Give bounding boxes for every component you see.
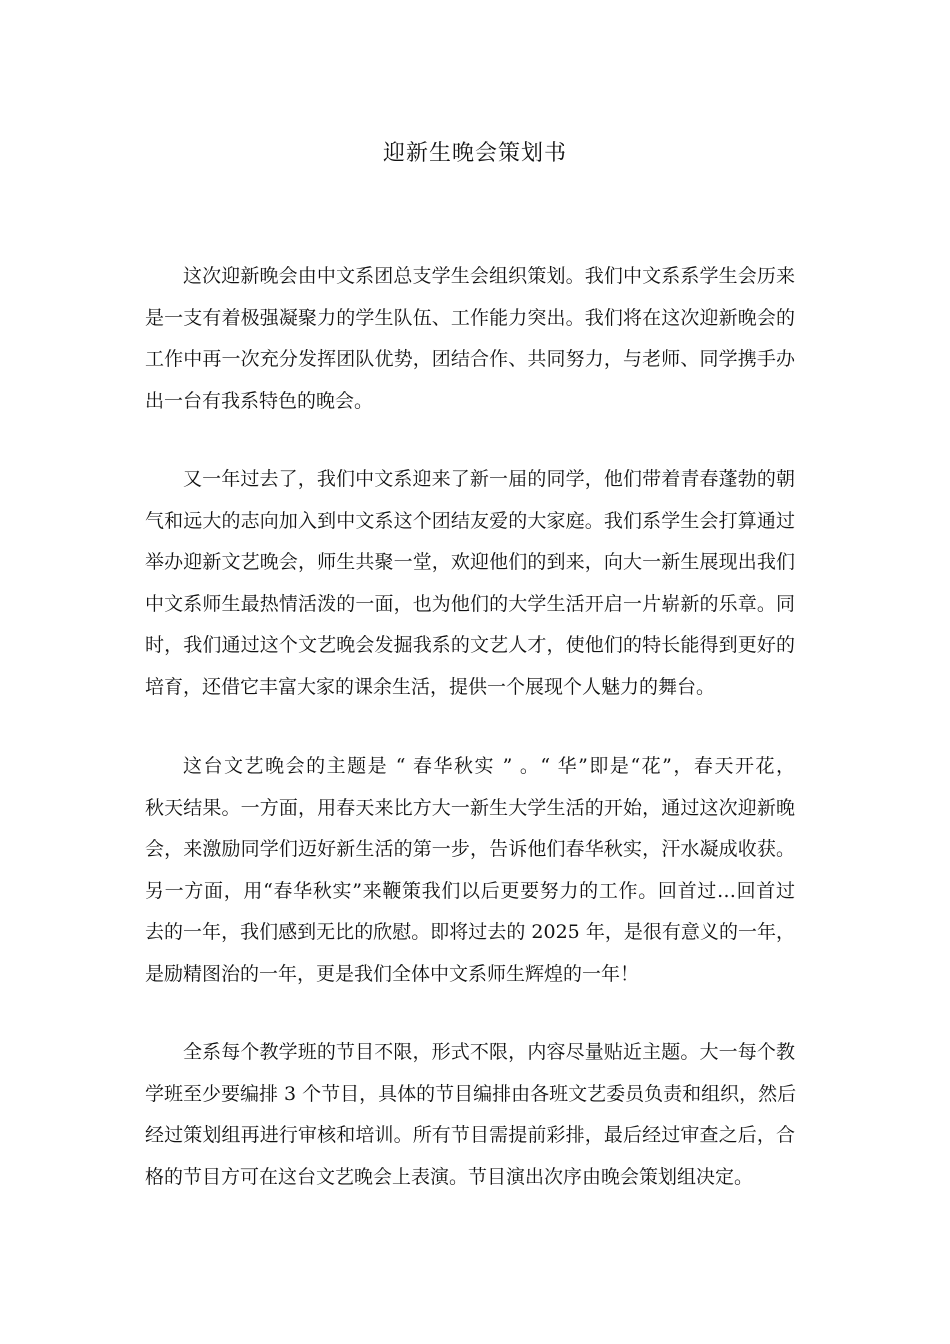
- text-line: 举办迎新文艺晚会，师生共聚一堂，欢迎他们的到来，向大一新生展现出我们: [145, 551, 795, 573]
- text-line: 去的一年，我们感到无比的欣慰。即将过去的 2025 年，是很有意义的一年，: [145, 921, 795, 943]
- text-line: 学班至少要编排 3 个节目，具体的节目编排由各班文艺委员负责和组织，然后: [145, 1082, 797, 1105]
- text-line: 另一方面，用“春华秋实”来鞭策我们以后更要努力的工作。回首过…回首过: [145, 879, 795, 902]
- text-line: 格的节目方可在这台文艺晚会上表演。节目演出次序由晚会策划组决定。: [145, 1165, 754, 1188]
- paragraph-purpose: [145, 459, 795, 708]
- paragraph-theme: [145, 746, 795, 995]
- text-line: 气和远大的志向加入到中文系这个团结友爱的大家庭。我们系学生会打算通过: [145, 509, 795, 532]
- text-line: 全系每个教学班的节目不限，形式不限，内容尽量贴近主题。大一每个教: [183, 1041, 795, 1063]
- text-line: 是励精图治的一年，更是我们全体中文系师生辉煌的一年！: [145, 962, 640, 985]
- paragraph-organizer: [145, 256, 795, 422]
- text-line: 又一年过去了，我们中文系迎来了新一届的同学，他们带着青春蓬勃的朝: [183, 468, 795, 490]
- text-line: 工作中再一次充分发挥团队优势，团结合作、共同努力，与老师、同学携手办: [145, 348, 795, 370]
- text-line: 会，来激励同学们迈好新生活的第一步，告诉他们春华秋实，汗水凝成收获。: [145, 838, 795, 860]
- document-title: 迎新生晚会策划书: [382, 141, 567, 166]
- text-line: 出一台有我系特色的晚会。: [145, 389, 374, 412]
- paragraph-programs: [145, 1032, 795, 1198]
- text-line: 这次迎新晚会由中文系团总支学生会组织策划。我们中文系系学生会历来: [183, 265, 795, 287]
- text-line: 中文系师生最热情活泼的一面，也为他们的大学生活开启一片崭新的乐章。同: [145, 592, 795, 615]
- text-line: 时，我们通过这个文艺晚会发掘我系的文艺人才，使他们的特长能得到更好的: [145, 634, 795, 656]
- text-line: 培育，还借它丰富大家的课余生活，提供一个展现个人魅力的舞台。: [145, 675, 716, 698]
- text-line: 是一支有着极强凝聚力的学生队伍、工作能力突出。我们将在这次迎新晚会的: [145, 306, 795, 329]
- text-line: 秋天结果。一方面，用春天来比方大一新生大学生活的开始，通过这次迎新晚: [145, 796, 795, 819]
- text-line: 经过策划组再进行审核和培训。所有节目需提前彩排，最后经过审查之后，合: [145, 1124, 795, 1146]
- text-line: 这台文艺晚会的主题是 “ 春华秋实 ” 。“ 华”即是“花”，春天开花，: [183, 755, 795, 777]
